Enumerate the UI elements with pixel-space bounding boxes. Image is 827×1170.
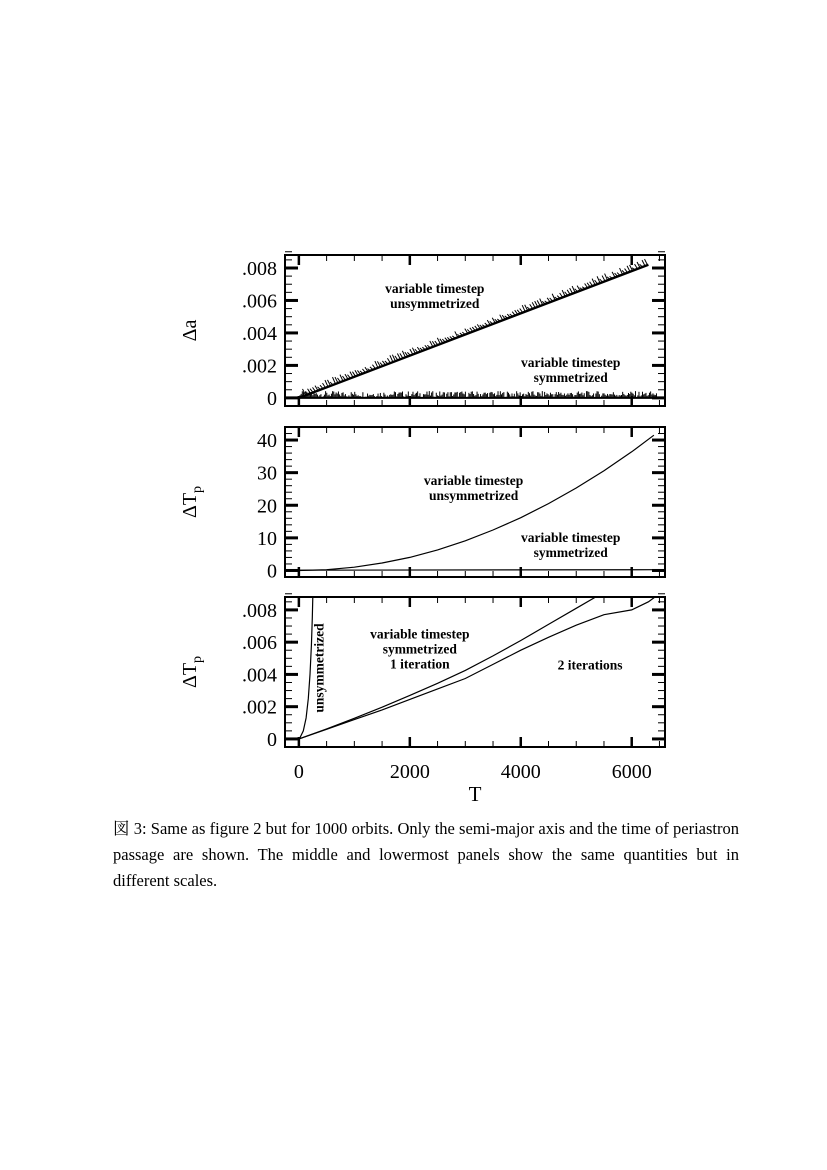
y-tick-label: .002 [242, 355, 277, 378]
plot-annotation: variable timestep unsymmetrized [385, 281, 485, 312]
y-tick-label: 10 [257, 527, 277, 550]
y-tick-label: 40 [257, 430, 277, 453]
plot-annotation: variable timestep symmetrized [521, 529, 621, 560]
y-tick-label: 0 [267, 387, 277, 410]
y-tick-label: .006 [242, 290, 277, 313]
y-tick-label: 30 [257, 462, 277, 485]
figure-canvas [160, 245, 690, 805]
plot-annotation: variable timestep symmetrized [521, 355, 621, 385]
x-tick-label: 4000 [500, 761, 541, 783]
axis-ticks [285, 252, 665, 406]
y-axis-title: $\Delta T_p$ [179, 485, 205, 519]
plot-annotation: 2 iterations [557, 657, 623, 673]
x-tick-label: 6000 [611, 761, 652, 783]
y-tick-label: 0 [267, 560, 277, 583]
y-tick-label: .004 [242, 322, 277, 345]
y-tick-label: .004 [242, 664, 277, 687]
y-tick-label: .002 [242, 696, 277, 719]
y-tick-label: .008 [242, 257, 277, 280]
y-axis-title: Δa [179, 319, 201, 342]
panel-top [179, 252, 665, 410]
panel-bottom [179, 594, 665, 805]
y-axis-title: $\Delta T_p$ [179, 655, 205, 689]
y-tick-label: 0 [267, 728, 277, 751]
x-tick-label: 0 [293, 761, 304, 783]
plot-annotation: unsymmetrized [311, 623, 327, 713]
y-tick-label: 20 [257, 495, 277, 518]
x-tick-label: 2000 [389, 761, 430, 783]
plot-annotation: variable timestep symmetrized 1 iteration [370, 626, 470, 672]
x-axis-title: T [468, 782, 482, 805]
y-tick-label: .006 [242, 632, 277, 655]
plot-annotation: variable timestep unsymmetrized [423, 472, 524, 503]
series-variable-timestep-symmetrized [299, 570, 657, 571]
figure-caption: 図 3: Same as figure 2 but for 1000 orbits. Only the semi-major axis and the time of periastron passage are shown. The middle and lowermost panels show the same quantities but in different scales. [113, 819, 739, 890]
panel-middle [179, 427, 665, 582]
y-tick-label: .008 [242, 599, 277, 622]
